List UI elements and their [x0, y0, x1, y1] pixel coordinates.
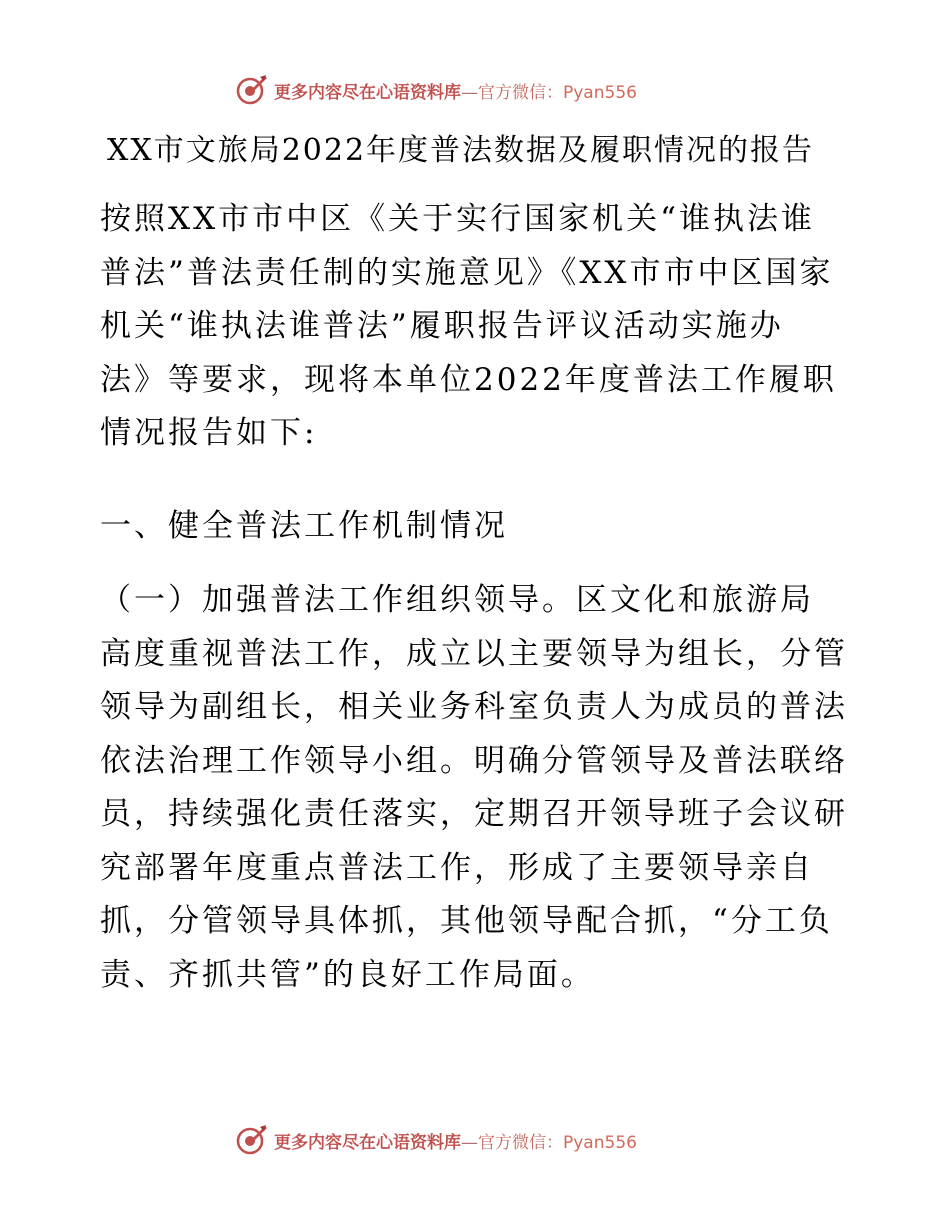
- watermark-dash: —: [461, 82, 478, 103]
- watermark-banner-top: [234, 70, 734, 110]
- section-paragraph-1: （一）加强普法工作组织领导。区文化和旅游局 高度重视普法工作，成立以主要领导为组长，分管 领导为副组长，相关业务科室负责人为成员的普法 依法治理工作领导小组。明确分管领导及普法联络 员，持续强化责任落实，定期召开领导班子会议研 究部署年度重点普法工作，形成了主要领导亲自 抓，分管领导具体抓，其他领导配合抓，“分工负 责、齐抓共管”的良好工作局面。: [100, 582, 848, 993]
- watermark-wechat-label: 官方微信：: [478, 82, 563, 103]
- watermark-main-text: 更多内容尽在心语资料库: [274, 1132, 461, 1153]
- quill-seal-icon: [234, 73, 268, 107]
- watermark-wechat-id: Pyan556: [563, 82, 637, 103]
- quill-seal-icon: [234, 1123, 268, 1157]
- watermark-text: [274, 78, 637, 103]
- document-title: XX市文旅局2022年度普法数据及履职情况的报告: [107, 133, 815, 168]
- watermark-dash: —: [461, 1132, 478, 1153]
- section-heading-1: 一、健全普法工作机制情况: [100, 508, 508, 544]
- watermark-wechat-label: 官方微信：: [478, 1132, 563, 1153]
- watermark-banner-bottom: [234, 1120, 734, 1160]
- watermark-main-text: 更多内容尽在心语资料库: [274, 82, 461, 103]
- watermark-wechat-id: Pyan556: [563, 1132, 637, 1153]
- watermark-text: [274, 1128, 637, 1153]
- intro-paragraph: 按照XX市市中区《关于实行国家机关“谁执法谁 普法”普法责任制的实施意见》《XX市市中区国家 机关“谁执法谁普法”履职报告评议活动实施办 法》等要求，现将本单位2022年度普法工作履职 情况报告如下:: [100, 201, 837, 451]
